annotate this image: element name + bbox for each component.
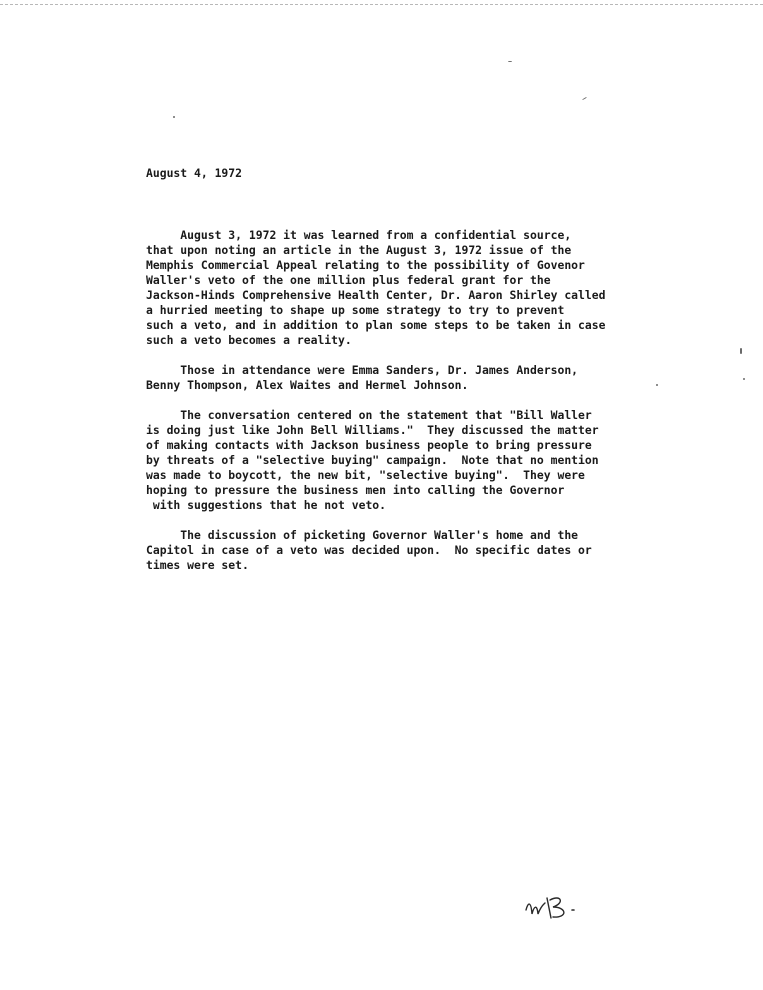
scan-speck <box>743 378 745 380</box>
scan-speck <box>582 97 587 100</box>
scan-speck <box>508 61 512 62</box>
document-date: August 4, 1972 <box>146 166 243 180</box>
text-line: a hurried meeting to shape up some strategy to try to prevent <box>146 303 565 317</box>
text-line: The discussion of picketing Governor Waller's home and the <box>146 528 579 542</box>
text-line: of making contacts with Jackson business people to bring pressure <box>146 438 592 452</box>
text-line: such a veto, and in addition to plan some steps to be taken in case <box>146 318 606 332</box>
text-line: Jackson-Hinds Comprehensive Health Center, Dr. Aaron Shirley called <box>146 288 606 302</box>
text-line: such a veto becomes a reality. <box>146 333 352 347</box>
handwritten-initials <box>523 888 603 928</box>
text-line: Capitol in case of a veto was decided upon. No specific dates or <box>146 543 592 557</box>
scan-speck <box>173 116 175 118</box>
text-line: Waller's veto of the one million plus federal grant for the <box>146 273 551 287</box>
text-line: by threats of a "selective buying" campaign. Note that no mention <box>146 453 599 467</box>
text-line: times were set. <box>146 558 249 572</box>
scan-speck <box>740 348 742 354</box>
text-line: with suggestions that he not veto. <box>146 498 387 512</box>
paragraph-4 <box>146 528 666 573</box>
text-line: The conversation centered on the statement that "Bill Waller <box>146 408 592 422</box>
text-line: was made to boycott, the new bit, "selective buying". They were <box>146 468 585 482</box>
text-line: that upon noting an article in the August 3, 1972 issue of the <box>146 243 572 257</box>
paragraph-2 <box>146 363 666 393</box>
page-top-edge <box>0 4 763 5</box>
text-line: Memphis Commercial Appeal relating to the possibility of Govenor <box>146 258 585 272</box>
paragraph-1 <box>146 228 666 348</box>
text-line: August 3, 1972 it was learned from a confidential source, <box>146 228 572 242</box>
text-line: Benny Thompson, Alex Waites and Hermel Johnson. <box>146 378 469 392</box>
paragraph-3 <box>146 408 666 513</box>
text-line: hoping to pressure the business men into calling the Governor <box>146 483 565 497</box>
text-line: Those in attendance were Emma Sanders, Dr. James Anderson, <box>146 363 579 377</box>
text-line: is doing just like John Bell Williams." They discussed the matter <box>146 423 599 437</box>
